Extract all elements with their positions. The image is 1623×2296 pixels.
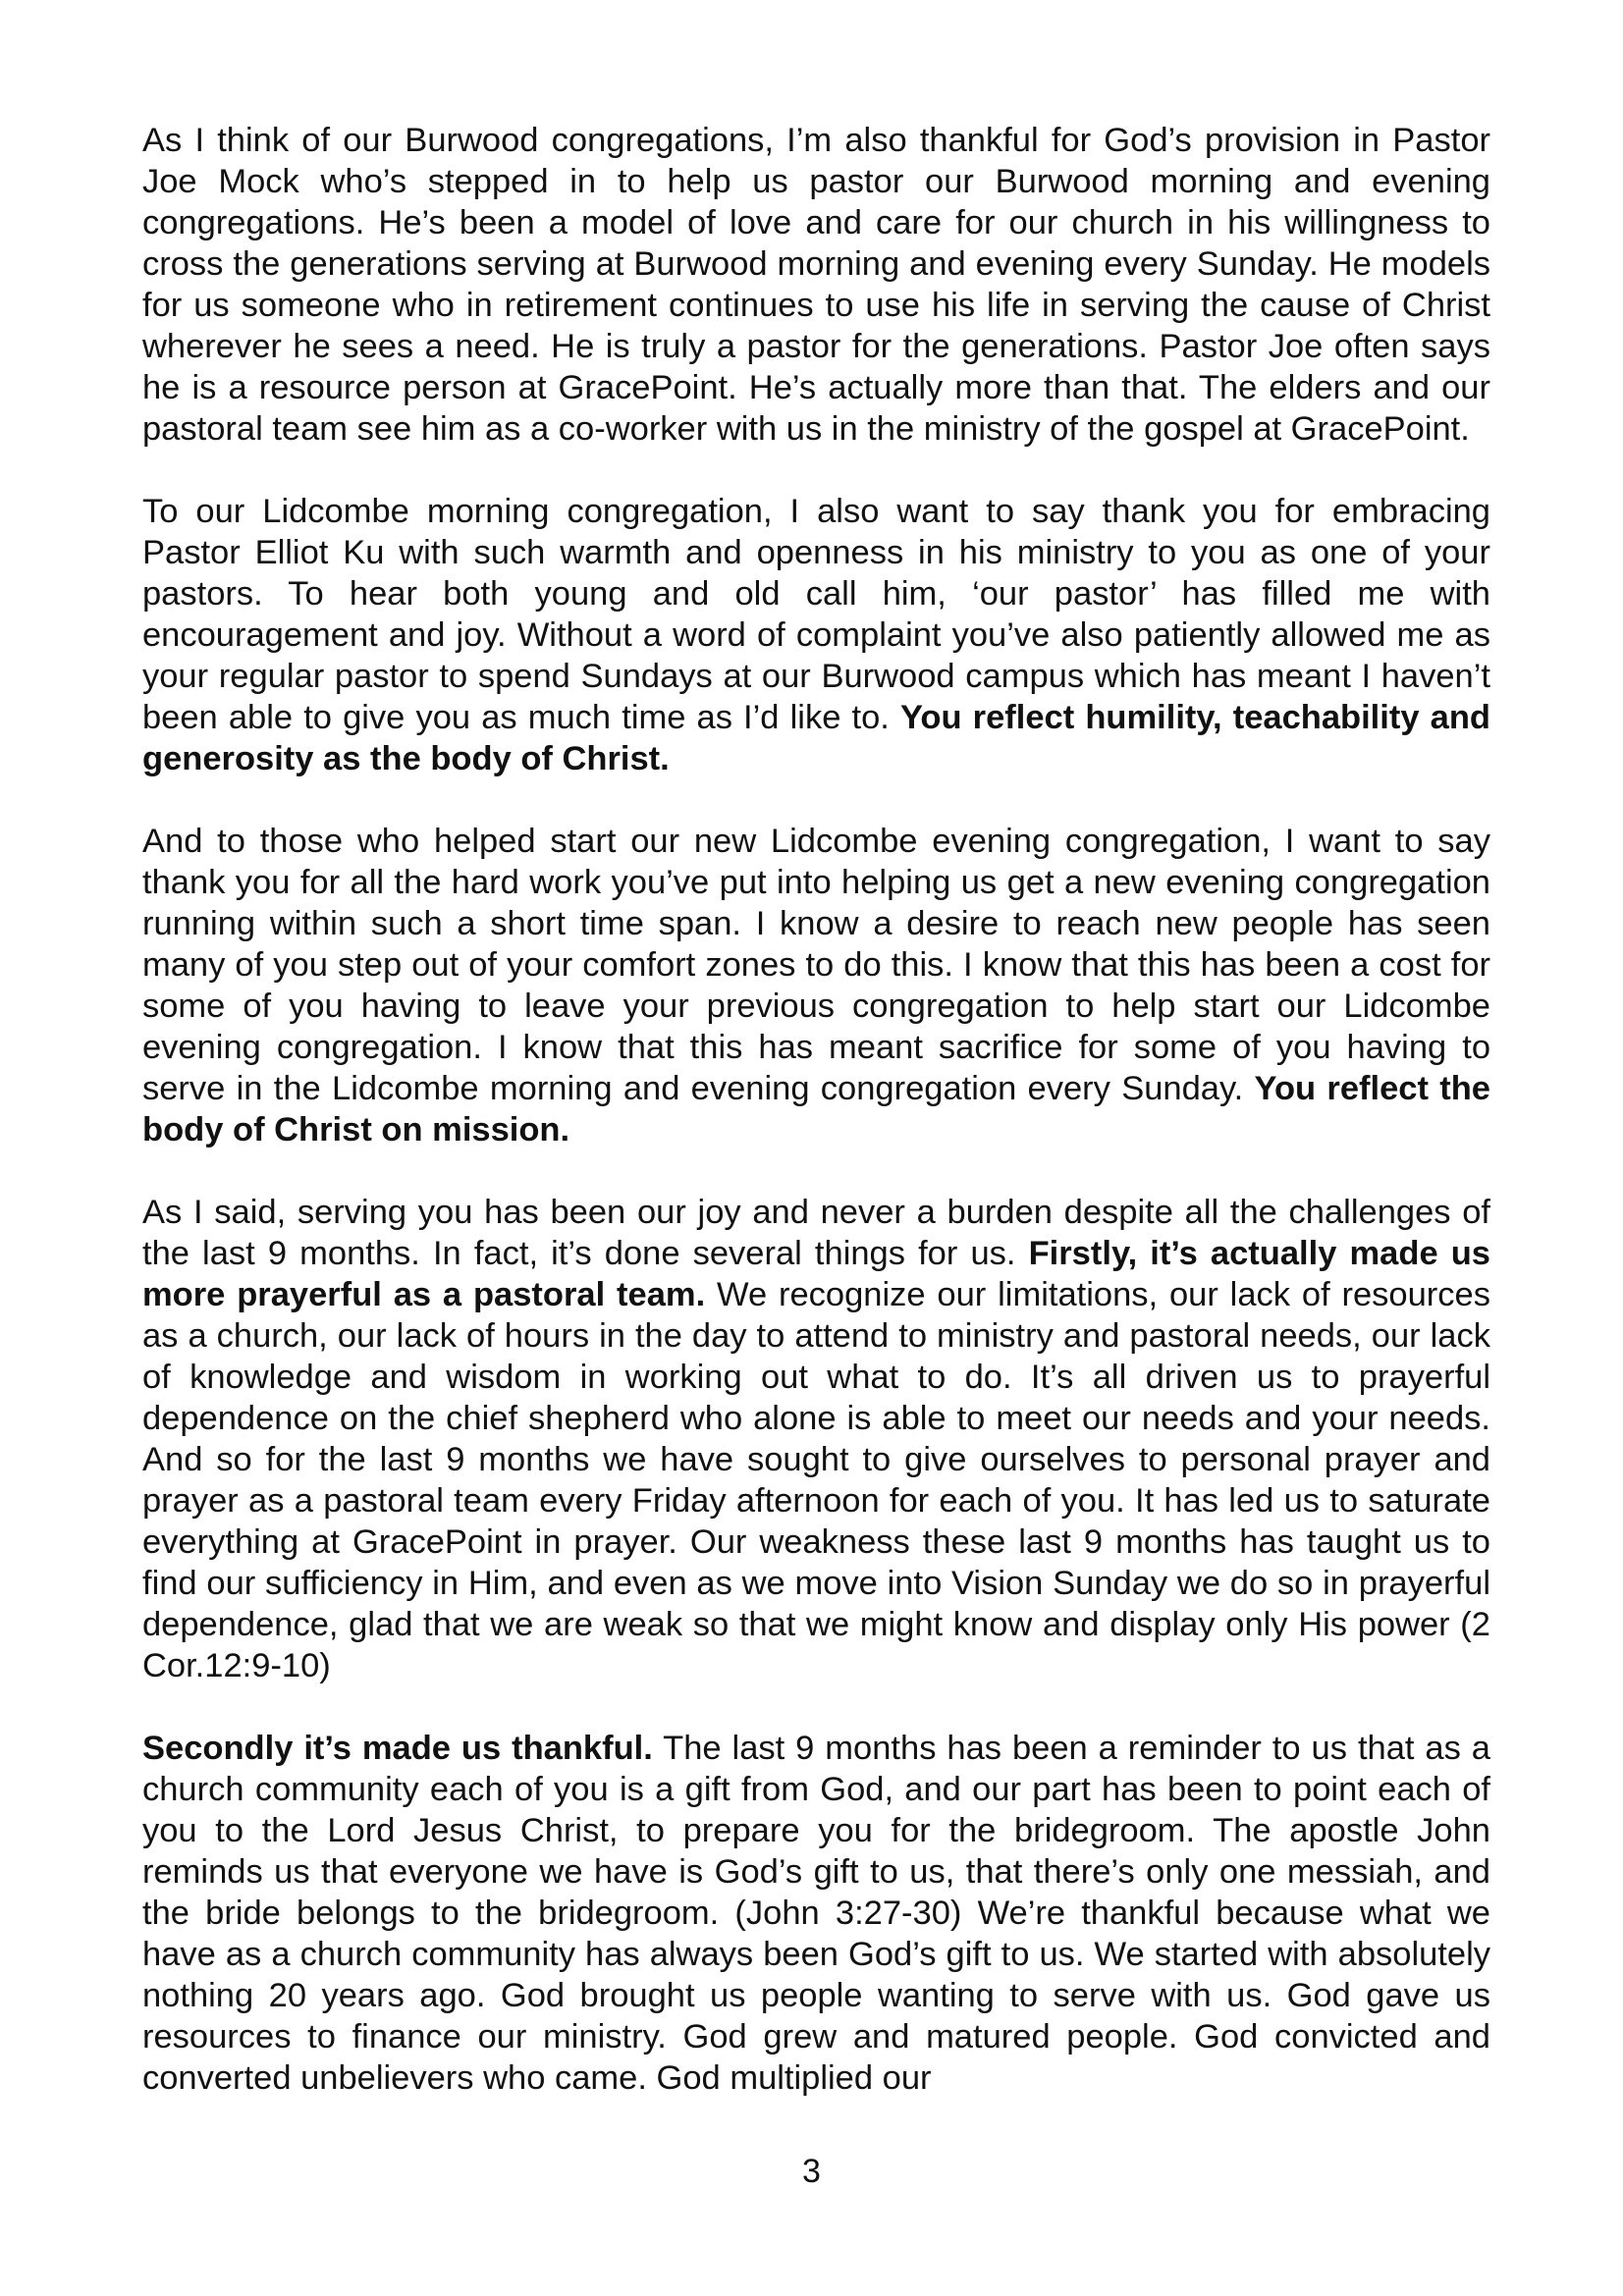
paragraph-thankful <box>142 1728 1490 2099</box>
paragraph-text: And to those who helped start our new Lidcombe evening congregation, I want to say thank you for all the hard work you’ve put into helping us get a new evening congregation running within such a short time span. I know a desire to reach new people has seen many of you step out of your comfort zones to do this. I know that this has been a cost for some of you having to leave your previous congregation to help start our Lidcombe evening congregation. I know that this has meant sacrifice for some of you having to serve in the Lidcombe morning and evening congregation every Sunday. <box>142 823 1490 1107</box>
paragraph-lidcombe-morning <box>142 491 1490 779</box>
paragraph-burwood-congregations <box>142 120 1490 450</box>
paragraph-text: To our Lidcombe morning congregation, I also want to say thank you for embracing Pastor Elliot Ku with such warmth and openness in his ministry to you as one of your pastors. To hear both young and old call him, ‘our pastor’ has filled me with encouragement and joy. Without a word of complaint you’ve also patiently allowed me as your regular pastor to spend Sundays at our Burwood campus which has meant I haven’t been able to give you as much time as I’d like to. <box>142 493 1490 736</box>
paragraph-text: We recognize our limitations, our lack of resources as a church, our lack of hours in the day to attend to ministry and pastoral needs, our lack of knowledge and wisdom in working out what to do. It’s all driven us to prayerful dependence on the chief shepherd who alone is able to meet our needs and your needs. And so for the last 9 months we have sought to give ourselves to personal prayer and prayer as a pastoral team every Friday afternoon for each of you. It has led us to saturate everything at GracePoint in prayer. Our weakness these last 9 months has taught us to find our sufficiency in Him, and even as we move into Vision Sunday we do so in prayerful dependence, glad that we are weak so that we might know and display only His power (2 Cor.12:9-10) <box>142 1276 1490 1684</box>
paragraph-text: As I think of our Burwood congregations, I’m also thankful for God’s provision in Pastor Joe Mock who’s stepped in to help us pastor our Burwood morning and evening congregations. He’s been a model of love and care for our church in his willingness to cross the generations serving at Burwood morning and evening every Sunday. He models for us someone who in retirement continues to use his life in serving the cause of Christ wherever he sees a need. He is truly a pastor for the generations. Pastor Joe often says he is a resource person at GracePoint. He’s actually more than that. The elders and our pastoral team see him as a co-worker with us in the ministry of the gospel at GracePoint. <box>142 122 1490 448</box>
paragraph-emphasis: Secondly it’s made us thankful. <box>142 1730 653 1767</box>
paragraph-prayerful <box>142 1192 1490 1686</box>
paragraph-text: The last 9 months has been a reminder to us that as a church community each of you is a gift from God, and our part has been to point each of you to the Lord Jesus Christ, to prepare you for the bridegroom. The apostle John reminds us that everyone we have is God’s gift to us, that there’s only one messiah, and the bride belongs to the bridegroom. (John 3:27-30) We’re thankful because what we have as a church community has always been God’s gift to us. We started with absolutely nothing 20 years ago. God brought us people wanting to serve with us. God gave us resources to finance our ministry. God grew and matured people. God convicted and converted unbelievers who came. God multiplied our <box>142 1730 1490 2097</box>
page-number: 3 <box>802 2153 821 2190</box>
paragraph-emphasis: Firstly, it’s actually made us more prayerful as a pastoral team. <box>142 1235 1490 1313</box>
document-body <box>142 120 1490 2140</box>
paragraph-text: As I said, serving you has been our joy and never a burden despite all the challenges of the last 9 months. In fact, it’s done several things for us. <box>142 1194 1490 1272</box>
paragraph-emphasis: You reflect humility, teachability and generosity as the body of Christ. <box>142 699 1490 777</box>
paragraph-emphasis: You reflect the body of Christ on mission. <box>142 1070 1490 1148</box>
paragraph-lidcombe-evening <box>142 821 1490 1150</box>
